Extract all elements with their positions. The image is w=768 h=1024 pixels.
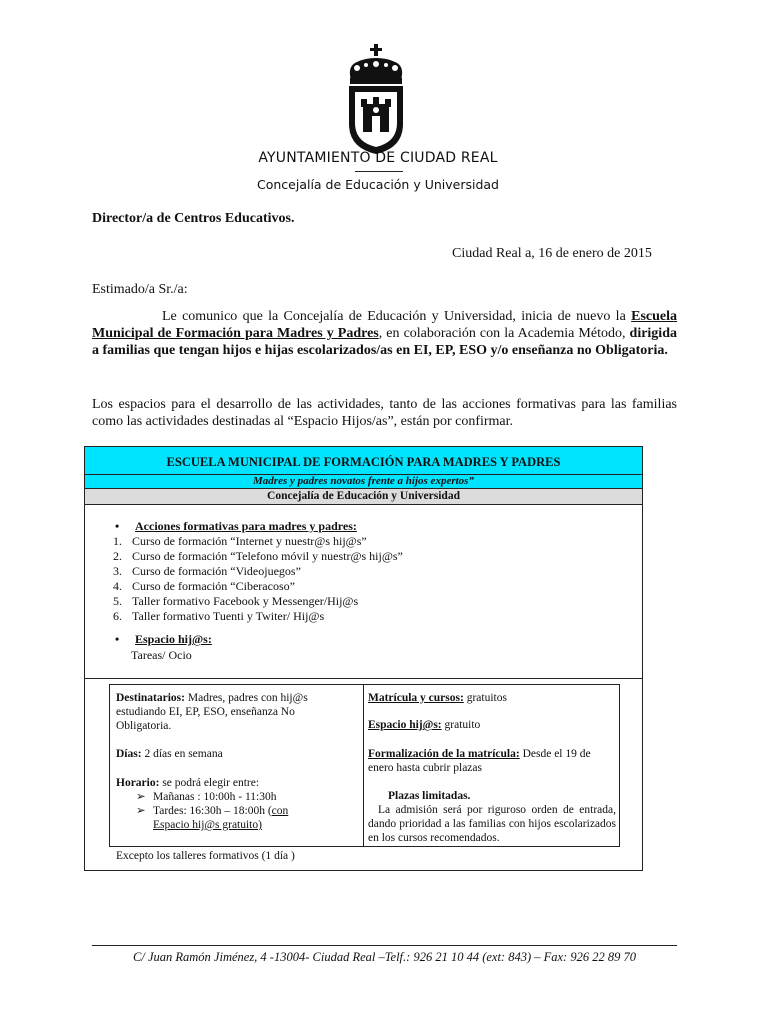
city-crest-logo xyxy=(343,44,409,154)
divider xyxy=(355,171,403,172)
program-table xyxy=(84,446,643,871)
arrow-icon: ➢ xyxy=(136,805,146,817)
admission-note: La admisión será por riguroso orden de entrada, dando prioridad a las familias con hijos escolarizados en los cursos recomendados. xyxy=(368,804,616,844)
limited-places: Plazas limitadas. xyxy=(388,790,471,802)
greeting: Estimado/a Sr./a: xyxy=(92,282,188,297)
table-title: ESCUELA MUNICIPAL DE FORMACIÓN PARA MADRES Y PADRES xyxy=(85,447,642,475)
school-name: Escuela Municipal de Formación para Madres y Padres xyxy=(92,309,678,341)
space-text: Tareas/ Ocio xyxy=(131,648,192,662)
list-item: 5. Taller formativo Facebook y Messenger/Hij@s xyxy=(113,594,359,608)
intro-text: Le comunico que la Concejalía de Educación y Universidad, inicia de nuevo la xyxy=(162,309,626,324)
letter-date: Ciudad Real a, 16 de enero de 2015 xyxy=(452,246,652,261)
intro-text-2: , en colaboración con la Academia Método, xyxy=(378,326,630,341)
addressee: Director/a de Centros Educativos. xyxy=(92,211,295,226)
list-item: 2. Curso de formación “Telefono móvil y nuestr@s hij@s” xyxy=(113,549,403,563)
intro-target: dirigida a familias que tengan hijos e hijas escolarizados/as en EI, EP, ESO y/o enseñanza no Obligatoria. xyxy=(92,326,677,358)
actions-heading: • Acciones formativas para madres y padres: xyxy=(135,519,357,534)
list-item: 1. Curso de formación “Internet y nuestr@s hij@s” xyxy=(113,534,367,548)
list-item: 3. Curso de formación “Videojuegos” xyxy=(113,564,301,578)
list-item: 4. Curso de formación “Ciberacoso” xyxy=(113,579,295,593)
enrollment: Matrícula y cursos: gratuitos xyxy=(368,692,507,704)
actions-list xyxy=(113,534,403,624)
days: Días: 2 días en semana xyxy=(116,748,223,760)
org-name: AYUNTAMIENTO DE CIUDAD REAL xyxy=(258,150,498,166)
schedule-afternoon: ➢ Tardes: 16:30h – 18:00h (con xyxy=(136,805,289,817)
recipients: Destinatarios: Madres, padres con hij@s estudiando EI, EP, ESO, enseñanza No Obligatoria. xyxy=(116,692,308,732)
list-item: 6. Taller formativo Tuenti y Twiter/ Hij@s xyxy=(113,609,325,623)
kids-space: Espacio hij@s: gratuito xyxy=(368,719,481,731)
paragraph-spaces: Los espacios para el desarrollo de las actividades, tanto de las acciones formativas para las familias como las actividades destinadas al “Espacio Hijos/as”, están por confirmar. xyxy=(92,397,677,429)
enrollment-period: Formalización de la matrícula: Desde el 19 de enero hasta cubrir plazas xyxy=(368,748,591,774)
footer-address: C/ Juan Ramón Jiménez, 4 -13004- Ciudad Real –Telf.: 926 21 10 44 (ext: 843) – Fax: 926 22 89 70 xyxy=(133,950,636,964)
arrow-icon: ➢ xyxy=(136,791,146,803)
table-subtitle: Madres y padres novatos frente a hijos expertos” xyxy=(85,475,642,489)
info-right-cell xyxy=(363,684,620,847)
table-dept: Concejalía de Educación y Universidad xyxy=(85,489,642,505)
exception-note: Excepto los talleres formativos (1 día ) xyxy=(116,850,295,862)
schedule-morning: ➢ Mañanas : 10:00h - 11:30h xyxy=(136,791,277,803)
schedule-afternoon-note: Espacio hij@s gratuito) xyxy=(153,819,262,831)
department-name: Concejalía de Educación y Universidad xyxy=(256,177,499,192)
footer-divider xyxy=(92,945,677,946)
activities-section xyxy=(85,505,642,679)
space-heading: • Espacio hij@s: xyxy=(135,632,212,647)
schedule: Horario: se podrá elegir entre: xyxy=(116,777,260,789)
paragraph-intro xyxy=(92,308,677,359)
info-left-cell xyxy=(109,684,363,862)
